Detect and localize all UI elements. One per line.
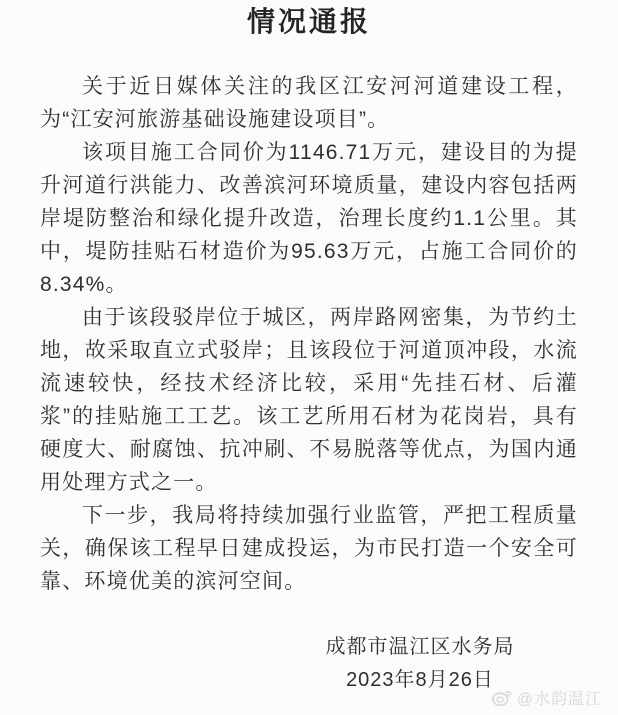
issue-date: 2023年8月26日 xyxy=(346,669,494,691)
paragraph-next-steps: 下一步，我局将持续加强行业监管，严把工程质量关，确保该工程早日建成投运，为市民打造一个安全可靠、环境优美的滨河空间。 xyxy=(40,504,578,593)
notice-body xyxy=(40,70,578,598)
weibo-icon xyxy=(492,689,512,706)
paragraph-intro: 关于近日媒体关注的我区江安河河道建设工程，为“江安河旅游基础设施建设项目”。 xyxy=(40,75,578,131)
watermark-handle: @水韵温江 xyxy=(516,691,602,708)
page-title: 情况通报 xyxy=(246,6,371,37)
paragraph-contract-details: 该项目施工合同价为1146.71万元，建设目的为提升河道行洪能力、改善滨河环境质量，建设内容包括两岸堤防整治和绿化提升改造，治理长度约1.1公里。其中，堤防挂贴石材造价为95.63万元，占施工合同价的8.34%。 xyxy=(40,141,578,296)
watermark xyxy=(492,686,602,709)
paragraph-construction-method: 由于该段驳岸位于城区，两岸路网密集，为节约土地，故采取直立式驳岸；且该段位于河道顶冲段，水流流速较快，经技术经济比较，采用“先挂石材、后灌浆”的挂贴施工工艺。该工艺所用石材为花岗岩，具有硬度大、耐腐蚀、抗冲刷、不易脱落等优点，为国内通用处理方式之一。 xyxy=(40,306,578,494)
issuer-name: 成都市温江区水务局 xyxy=(325,636,515,658)
